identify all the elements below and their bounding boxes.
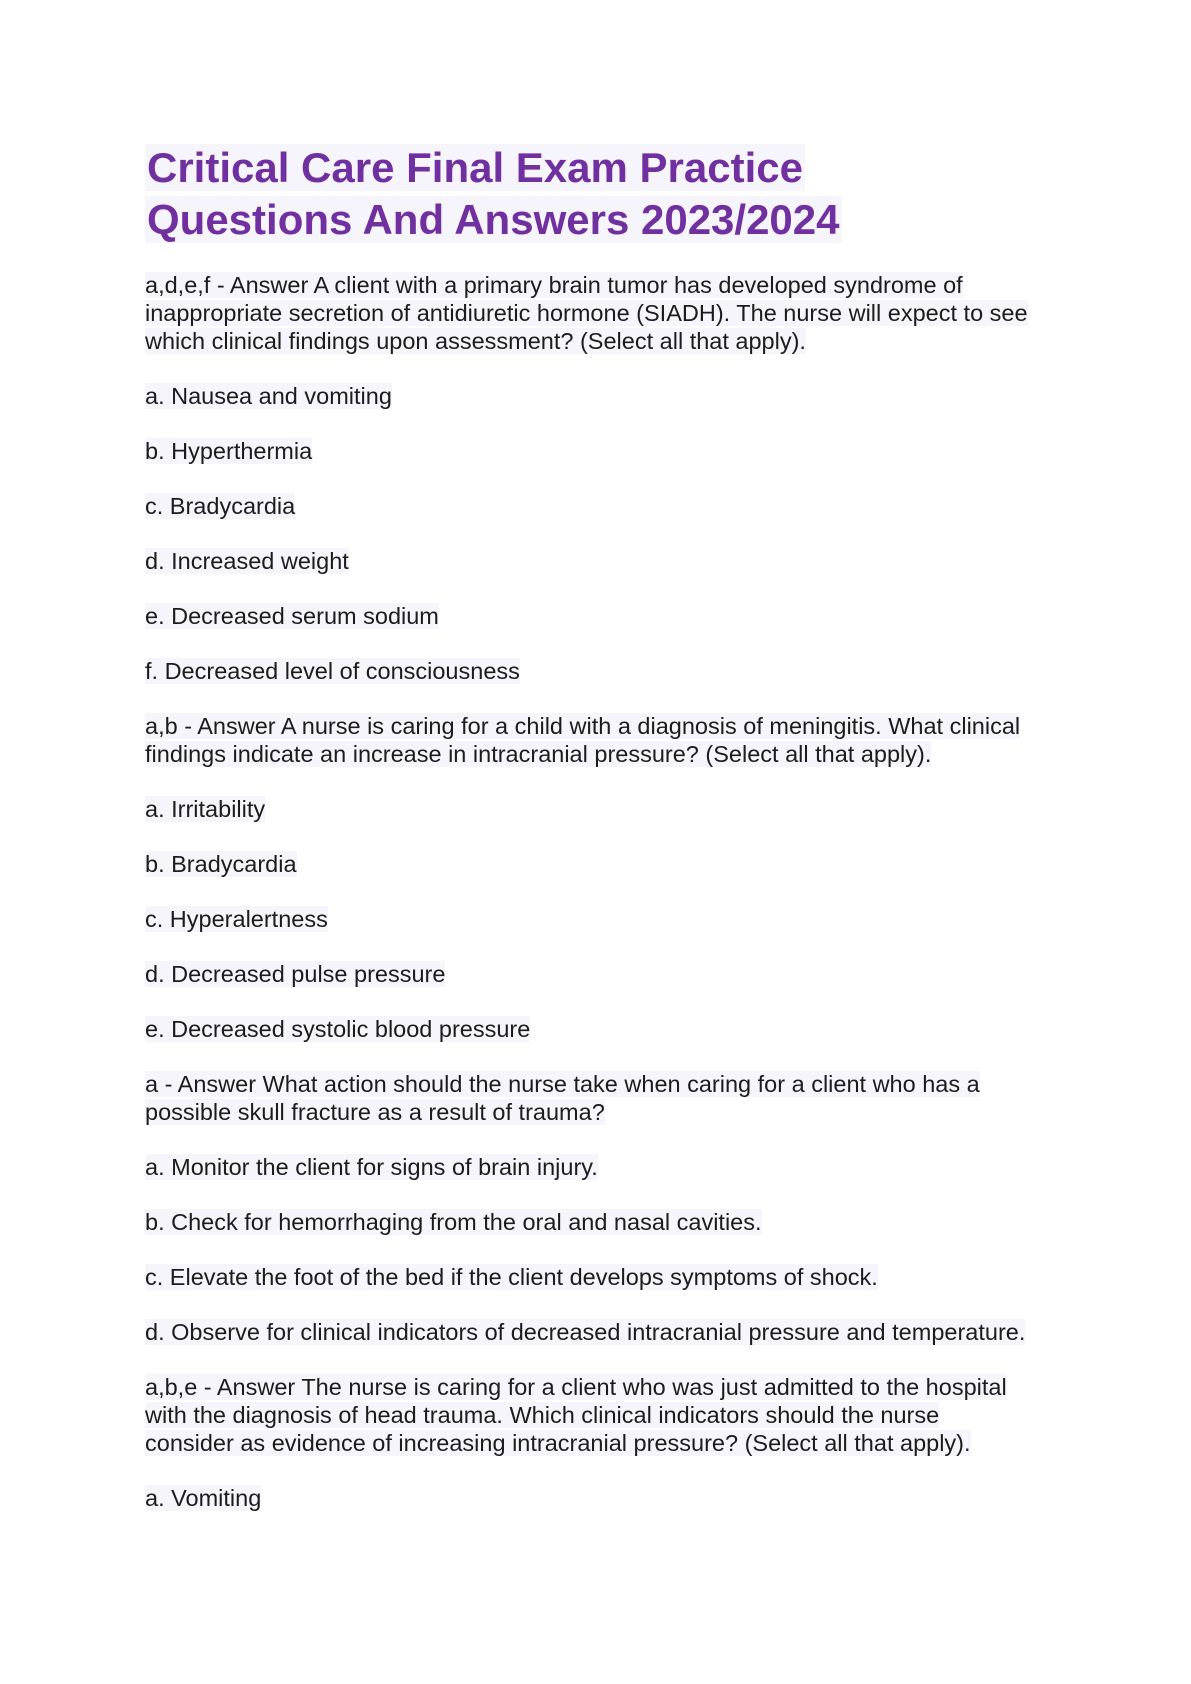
answer-option: d. Decreased pulse pressure xyxy=(145,961,446,987)
question-4 xyxy=(145,1373,1065,1457)
question-text-line: possible skull fracture as a result of trauma? xyxy=(145,1099,605,1125)
question-1 xyxy=(145,271,1065,355)
question-text-line: which clinical findings upon assessment? (Select all that apply). xyxy=(145,328,806,354)
title-line-2: Questions And Answers 2023/2024 xyxy=(147,196,840,243)
question-text-line: a - Answer What action should the nurse take when caring for a client who has a xyxy=(145,1071,980,1097)
question-text-line: inappropriate secretion of antidiuretic hormone (SIADH). The nurse will expect to see xyxy=(145,300,1028,326)
question-text-line: a,b - Answer A nurse is caring for a child with a diagnosis of meningitis. What clinical xyxy=(145,713,1021,739)
answer-option: a. Monitor the client for signs of brain injury. xyxy=(145,1154,598,1180)
answer-option: d. Increased weight xyxy=(145,548,349,574)
question-text-line: findings indicate an increase in intracranial pressure? (Select all that apply). xyxy=(145,741,932,767)
title-line-1: Critical Care Final Exam Practice xyxy=(147,144,803,191)
answer-option: a. Vomiting xyxy=(145,1485,262,1511)
document-page xyxy=(145,142,1065,1539)
answer-option: c. Elevate the foot of the bed if the client develops symptoms of shock. xyxy=(145,1264,878,1290)
answer-option: a. Irritability xyxy=(145,796,266,822)
document-title xyxy=(145,142,1065,246)
question-3 xyxy=(145,1070,1065,1126)
answer-option: f. Decreased level of consciousness xyxy=(145,658,520,684)
question-text-line: with the diagnosis of head trauma. Which clinical indicators should the nurse xyxy=(145,1402,940,1428)
question-2 xyxy=(145,712,1065,768)
answer-option: a. Nausea and vomiting xyxy=(145,383,392,409)
question-text-line: a,b,e - Answer The nurse is caring for a client who was just admitted to the hospital xyxy=(145,1374,1007,1400)
answer-option: d. Observe for clinical indicators of decreased intracranial pressure and temperature. xyxy=(145,1319,1026,1345)
question-text-line: a,d,e,f - Answer A client with a primary brain tumor has developed syndrome of xyxy=(145,272,963,298)
answer-option: e. Decreased serum sodium xyxy=(145,603,439,629)
answer-option: c. Hyperalertness xyxy=(145,906,328,932)
answer-option: b. Bradycardia xyxy=(145,851,297,877)
question-text-line: consider as evidence of increasing intracranial pressure? (Select all that apply). xyxy=(145,1430,971,1456)
answer-option: e. Decreased systolic blood pressure xyxy=(145,1016,531,1042)
answer-option: b. Hyperthermia xyxy=(145,438,313,464)
answer-option: b. Check for hemorrhaging from the oral and nasal cavities. xyxy=(145,1209,762,1235)
answer-option: c. Bradycardia xyxy=(145,493,296,519)
